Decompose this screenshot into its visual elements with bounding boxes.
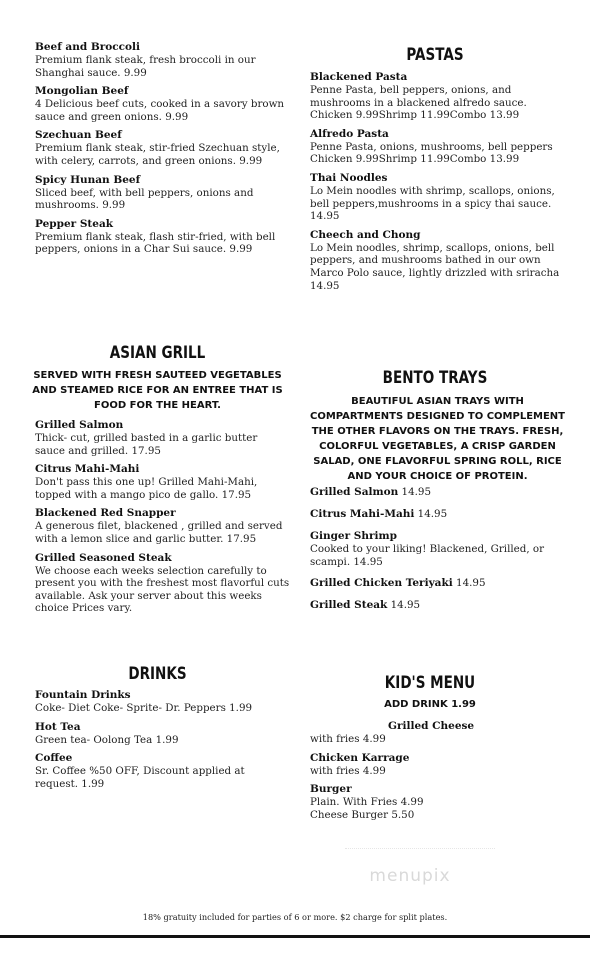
item-name: Cheech and Chong bbox=[310, 228, 421, 241]
menu-item bbox=[35, 419, 290, 457]
menu-item bbox=[310, 486, 560, 499]
item-name: Grilled Cheese bbox=[388, 720, 475, 732]
item-description: Thick- cut, grilled basted in a garlic butter sauce and grilled. 17.95 bbox=[35, 432, 258, 457]
item-name: Citrus Mahi-Mahi bbox=[35, 463, 140, 476]
item-description: Sr. Coffee %50 OFF, Discount applied at request. 1.99 bbox=[35, 765, 245, 790]
item-price: 14.95 bbox=[398, 486, 432, 498]
bento-heading: BENTO TRAYS bbox=[382, 368, 488, 387]
menu-item bbox=[310, 599, 560, 612]
item-name: Grilled Salmon bbox=[35, 419, 124, 431]
menu-item bbox=[310, 508, 560, 521]
item-name: Grilled Steak bbox=[310, 599, 388, 612]
item-name: Citrus Mahi-Mahi bbox=[310, 508, 415, 520]
item-name: Burger bbox=[310, 783, 352, 796]
item-name: Hot Tea bbox=[35, 720, 81, 733]
menu-item bbox=[35, 218, 290, 256]
item-description: Penne Pasta, onions, mushrooms, bell peppers Chicken 9.99Shrimp 11.99Combo 13.99 bbox=[310, 140, 553, 166]
asian-grill-subheading: SERVED WITH FRESH SAUTEED VEGETABLES AND STEAMED RICE FOR AN ENTREE THAT IS FOOD FOR THE HEART. bbox=[32, 370, 283, 411]
menu-item bbox=[310, 229, 560, 292]
item-description: We choose each weeks selection carefully to present you with the freshest most flavorful cuts available. Ask your server about this weeks choice Prices vary. bbox=[35, 564, 290, 615]
kids-section bbox=[310, 720, 560, 827]
item-name: Coffee bbox=[35, 752, 73, 765]
pastas-heading: PASTAS bbox=[406, 45, 464, 64]
item-name: Blackened Red Snapper bbox=[35, 507, 176, 520]
item-name: Mongolian Beef bbox=[35, 85, 129, 98]
item-name: Grilled Seasoned Steak bbox=[35, 551, 172, 564]
menu-item bbox=[310, 530, 560, 568]
item-name: Szechuan Beef bbox=[35, 129, 122, 142]
item-description: Penne Pasta, bell peppers, onions, and mushrooms in a blackened alfredo sauce. Chicken 9.99Shrimp 11.99Combo 13.99 bbox=[310, 84, 527, 122]
item-description: Green tea- Oolong Tea 1.99 bbox=[35, 733, 179, 746]
item-description: Lo Mein noodles with shrimp, scallops, onions, bell peppers,mushrooms in a spicy thai sauce. 14.95 bbox=[310, 184, 555, 223]
item-description: Sliced beef, with bell peppers, onions and mushrooms. 9.99 bbox=[35, 186, 254, 212]
item-description: Cooked to your liking! Blackened, Grilled, or scampi. 14.95 bbox=[310, 543, 545, 568]
menu-item bbox=[310, 71, 560, 122]
item-price: 14.95 bbox=[452, 577, 486, 590]
item-name: Ginger Shrimp bbox=[310, 530, 397, 542]
item-name: Grilled Salmon bbox=[310, 486, 399, 498]
drinks-section bbox=[35, 689, 290, 796]
beef-section bbox=[35, 41, 290, 262]
item-description: Lo Mein noodles, shrimp, scallops, onions, bell peppers, and mushrooms bathed in our own Marco Polo sauce, lightly drizzled with sriracha 14.95 bbox=[310, 241, 560, 292]
item-description: with fries 4.99 bbox=[310, 733, 386, 745]
bottom-divider bbox=[0, 935, 590, 938]
menu-item bbox=[35, 174, 290, 212]
item-name: Blackened Pasta bbox=[310, 71, 408, 83]
item-name: Spicy Hunan Beef bbox=[35, 173, 141, 186]
item-description: 4 Delicious beef cuts, cooked in a savory brown sauce and green onions. 9.99 bbox=[35, 98, 285, 123]
menu-item bbox=[310, 128, 560, 166]
bento-section bbox=[310, 486, 560, 621]
item-description: Don't pass this one up! Grilled Mahi-Mahi, topped with a mango pico de gallo. 17.95 bbox=[35, 476, 258, 501]
menu-item bbox=[310, 577, 560, 590]
item-description: Premium flank steak, flash stir-fried, with bell peppers, onions in a Char Sui sauce. 9.99 bbox=[35, 230, 276, 256]
item-description: Plain. With Fries 4.99 bbox=[310, 796, 424, 809]
pastas-section bbox=[310, 71, 560, 298]
item-name: Beef and Broccoli bbox=[35, 41, 141, 53]
menu-item bbox=[310, 783, 560, 821]
menu-item bbox=[310, 752, 560, 778]
menu-item bbox=[35, 463, 290, 501]
item-price: 14.95 bbox=[387, 599, 421, 612]
menu-item bbox=[35, 689, 290, 715]
item-description-extra: Cheese Burger 5.50 bbox=[310, 808, 415, 821]
item-description: Premium flank steak, stir-fried Szechuan style, with celery, carrots, and green onions. 9.99 bbox=[35, 142, 280, 167]
item-name: Thai Noodles bbox=[310, 171, 388, 184]
menu-item bbox=[35, 721, 290, 747]
item-description: with fries 4.99 bbox=[310, 764, 386, 777]
drinks-heading: DRINKS bbox=[128, 664, 187, 683]
asian-grill-section bbox=[35, 419, 290, 621]
item-name: Alfredo Pasta bbox=[310, 127, 389, 140]
bento-subheading: BEAUTIFUL ASIAN TRAYS WITH COMPARTMENTS DESIGNED TO COMPLEMENT THE OTHER FLAVORS ON THE TRAYS. FRESH, COLORFUL VEGETABLES, A CRISP GARDEN SALAD, ONE FLAVORFUL SPRING ROLL, RICE AND YOUR CHOICE OF PROTEIN. bbox=[309, 396, 565, 482]
kids-add-drink: ADD DRINK 1.99 bbox=[384, 699, 476, 710]
kids-menu-heading: KID'S MENU bbox=[384, 673, 476, 692]
item-name: Chicken Karrage bbox=[310, 751, 410, 764]
menu-item bbox=[310, 172, 560, 223]
menu-item bbox=[35, 552, 290, 615]
item-name: Grilled Chicken Teriyaki bbox=[310, 577, 453, 590]
menu-item bbox=[310, 720, 560, 746]
menu-item bbox=[35, 41, 290, 79]
menu-item bbox=[35, 85, 290, 123]
item-name: Pepper Steak bbox=[35, 217, 114, 230]
watermark-logo: menupix bbox=[369, 866, 451, 886]
item-description: Premium flank steak, fresh broccoli in our Shanghai sauce. 9.99 bbox=[35, 54, 256, 79]
menu-item bbox=[35, 752, 290, 790]
menu-item bbox=[35, 129, 290, 167]
item-description: Coke- Diet Coke- Sprite- Dr. Peppers 1.99 bbox=[35, 702, 253, 714]
item-price: 14.95 bbox=[414, 508, 448, 520]
asian-grill-heading: ASIAN GRILL bbox=[109, 343, 206, 362]
item-description: A generous filet, blackened , grilled and served with a lemon slice and garlic butter. 17.95 bbox=[35, 520, 283, 545]
footer-note: 18% gratuity included for parties of 6 or more. $2 charge for split plates. bbox=[142, 912, 448, 922]
item-name: Fountain Drinks bbox=[35, 689, 131, 701]
menu-item bbox=[35, 507, 290, 545]
watermark-dots bbox=[345, 848, 495, 857]
